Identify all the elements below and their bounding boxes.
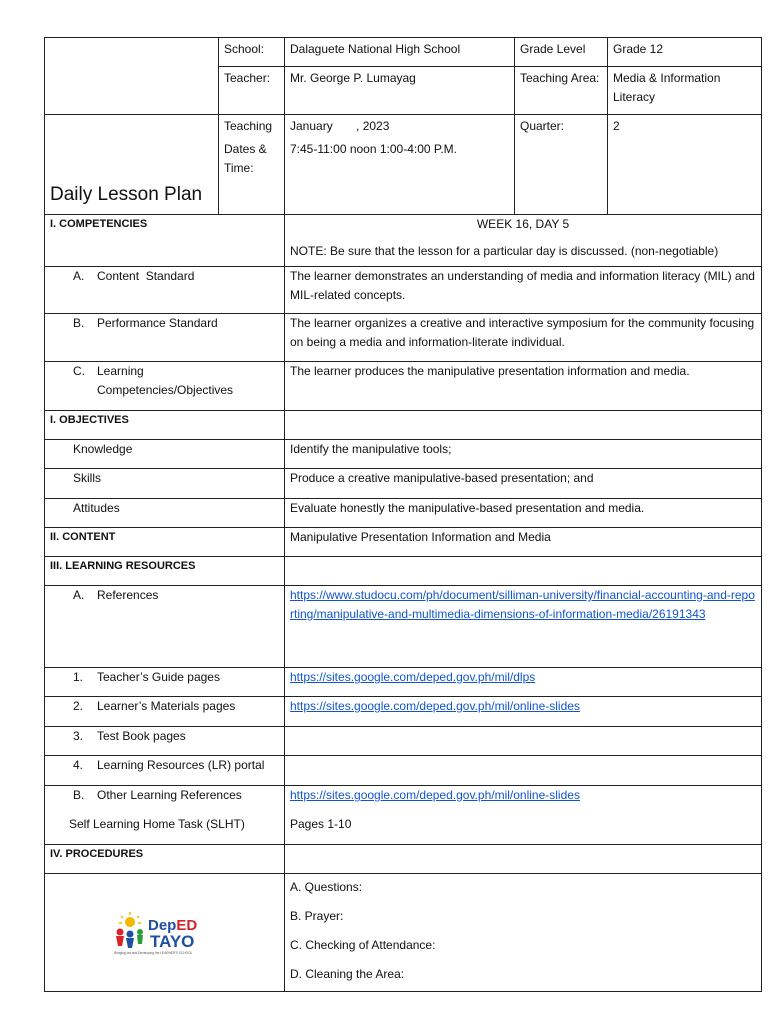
content-standard-label bbox=[45, 267, 285, 314]
teacher-value: Mr. George P. Lumayag bbox=[285, 67, 515, 115]
school-label: School: bbox=[219, 38, 285, 67]
content-standard-value: The learner demonstrates an understanding of media and information literacy (MIL) and MIL-related concepts. bbox=[285, 267, 762, 314]
lesson-plan-table bbox=[44, 37, 762, 992]
competencies-heading: I. COMPETENCIES bbox=[45, 215, 285, 267]
learning-resources-heading: III. LEARNING RESOURCES bbox=[45, 557, 285, 586]
slht-label: Self Learning Home Task (SLHT) bbox=[69, 817, 245, 831]
performance-standard-text: Performance Standard bbox=[97, 316, 218, 330]
quarter-value: 2 bbox=[608, 115, 762, 215]
school-value: Dalaguete National High School bbox=[285, 38, 515, 67]
learners-materials-text: Learner’s Materials pages bbox=[97, 699, 236, 713]
learners-materials-num: 2. bbox=[73, 699, 84, 713]
performance-standard-value: The learner organizes a creative and interactive symposium for the community focusing on being a media and information-literate individual. bbox=[285, 314, 762, 362]
objectives-heading-blank bbox=[285, 411, 762, 440]
test-book-num: 3. bbox=[73, 729, 84, 743]
learning-competencies-value: The learner produces the manipulative presentation information and media. bbox=[285, 362, 762, 411]
step-cleaning: D. Cleaning the Area: bbox=[290, 967, 405, 981]
references-link-cell bbox=[285, 586, 762, 668]
test-book-text: Test Book pages bbox=[97, 729, 186, 743]
procedures-heading-blank bbox=[285, 845, 762, 874]
performance-standard-label bbox=[45, 314, 285, 362]
references-label bbox=[45, 586, 285, 668]
lr-portal-num: 4. bbox=[73, 758, 84, 772]
grade-level-label: Grade Level bbox=[515, 38, 608, 67]
skills-label: Skills bbox=[45, 469, 285, 499]
time-value: 7:45-11:00 noon 1:00-4:00 P.M. bbox=[290, 142, 458, 156]
procedures-steps-cell bbox=[285, 874, 762, 992]
competencies-note: NOTE: Be sure that the lesson for a particular day is discussed. (non-negotiable) bbox=[290, 244, 719, 258]
page-title: Daily Lesson Plan bbox=[50, 184, 203, 205]
deped-tayo-logo bbox=[50, 910, 279, 956]
competencies-note-cell bbox=[285, 215, 762, 267]
learners-materials-label bbox=[45, 697, 285, 727]
teaching-area-label: Teaching Area: bbox=[515, 67, 608, 115]
other-references-letter: B. bbox=[73, 788, 85, 802]
attitudes-value: Evaluate honestly the manipulative-based presentation and media. bbox=[285, 499, 762, 528]
learners-materials-link-cell bbox=[285, 697, 762, 727]
slht-value: Pages 1-10 bbox=[290, 817, 352, 831]
svg-text:DepED: DepED bbox=[147, 916, 197, 934]
header-blank-cell bbox=[45, 38, 219, 115]
knowledge-label: Knowledge bbox=[45, 440, 285, 469]
quarter-label: Quarter: bbox=[515, 115, 608, 215]
test-book-label bbox=[45, 727, 285, 756]
step-questions: A. Questions: bbox=[290, 880, 363, 894]
svg-text:TAYO: TAYO bbox=[149, 931, 194, 951]
other-references-label bbox=[45, 786, 285, 845]
lr-portal-label bbox=[45, 756, 285, 786]
teachers-guide-link[interactable]: https://sites.google.com/deped.gov.ph/mil/dlps bbox=[290, 670, 536, 684]
teaching-dates-label bbox=[219, 115, 285, 215]
grade-level-value: Grade 12 bbox=[608, 38, 762, 67]
teachers-guide-num: 1. bbox=[73, 670, 84, 684]
learning-competencies-label bbox=[45, 362, 285, 411]
lr-portal-value bbox=[285, 756, 762, 786]
performance-standard-letter: B. bbox=[73, 316, 85, 330]
teaching-dates-label-line2: Dates & Time: bbox=[224, 142, 267, 175]
lr-portal-text: Learning Resources (LR) portal bbox=[97, 758, 265, 772]
teaching-area-value: Media & Information Literacy bbox=[608, 67, 762, 115]
teachers-guide-label bbox=[45, 668, 285, 697]
other-references-value-cell bbox=[285, 786, 762, 845]
learners-materials-link[interactable]: https://sites.google.com/deped.gov.ph/mil/online-slides bbox=[290, 699, 580, 713]
sun-icon bbox=[119, 912, 141, 927]
step-prayer: B. Prayer: bbox=[290, 909, 344, 923]
other-references-text: Other Learning References bbox=[97, 788, 242, 802]
content-value: Manipulative Presentation Information and Media bbox=[285, 528, 762, 557]
content-standard-letter: A. bbox=[73, 269, 85, 283]
procedures-heading: IV. PROCEDURES bbox=[45, 845, 285, 874]
teacher-label: Teacher: bbox=[219, 67, 285, 115]
deped-tayo-logo-image bbox=[110, 910, 220, 956]
skills-value: Produce a creative manipulative-based presentation; and bbox=[285, 469, 762, 499]
teaching-dates-value bbox=[285, 115, 515, 215]
knowledge-value: Identify the manipulative tools; bbox=[285, 440, 762, 469]
references-link[interactable]: https://www.studocu.com/ph/document/silliman-university/financial-accounting-and-reporting/manipulative-and-multimedia-dimensions-of-information-media/26191343 bbox=[290, 588, 755, 621]
teachers-guide-link-cell bbox=[285, 668, 762, 697]
step-attendance: C. Checking of Attendance: bbox=[290, 938, 436, 952]
references-letter: A. bbox=[73, 588, 85, 602]
objectives-heading: I. OBJECTIVES bbox=[45, 411, 285, 440]
title-cell bbox=[45, 115, 219, 215]
children-icon bbox=[116, 928, 143, 948]
content-heading: II. CONTENT bbox=[45, 528, 285, 557]
svg-text:Bringing out and Developing th: Bringing out and Developing the LEARNER'S SCHOOL bbox=[113, 950, 192, 955]
teaching-dates-label-line1: Teaching bbox=[224, 119, 273, 133]
test-book-value bbox=[285, 727, 762, 756]
references-text: References bbox=[97, 588, 159, 602]
week-day-label: WEEK 16, DAY 5 bbox=[476, 217, 570, 231]
teachers-guide-text: Teacher’s Guide pages bbox=[97, 670, 220, 684]
attitudes-label: Attitudes bbox=[45, 499, 285, 528]
date-value: January , 2023 bbox=[290, 119, 390, 133]
other-references-link[interactable]: https://sites.google.com/deped.gov.ph/mil/online-slides bbox=[290, 788, 580, 802]
content-standard-text: Content Standard bbox=[97, 269, 195, 283]
learning-competencies-text: Learning Competencies/Objectives bbox=[97, 364, 234, 397]
other-references-line bbox=[73, 786, 279, 805]
logo-cell bbox=[45, 874, 285, 992]
learning-resources-heading-blank bbox=[285, 557, 762, 586]
lesson-plan-page bbox=[44, 37, 761, 992]
learning-competencies-letter: C. bbox=[73, 364, 85, 378]
